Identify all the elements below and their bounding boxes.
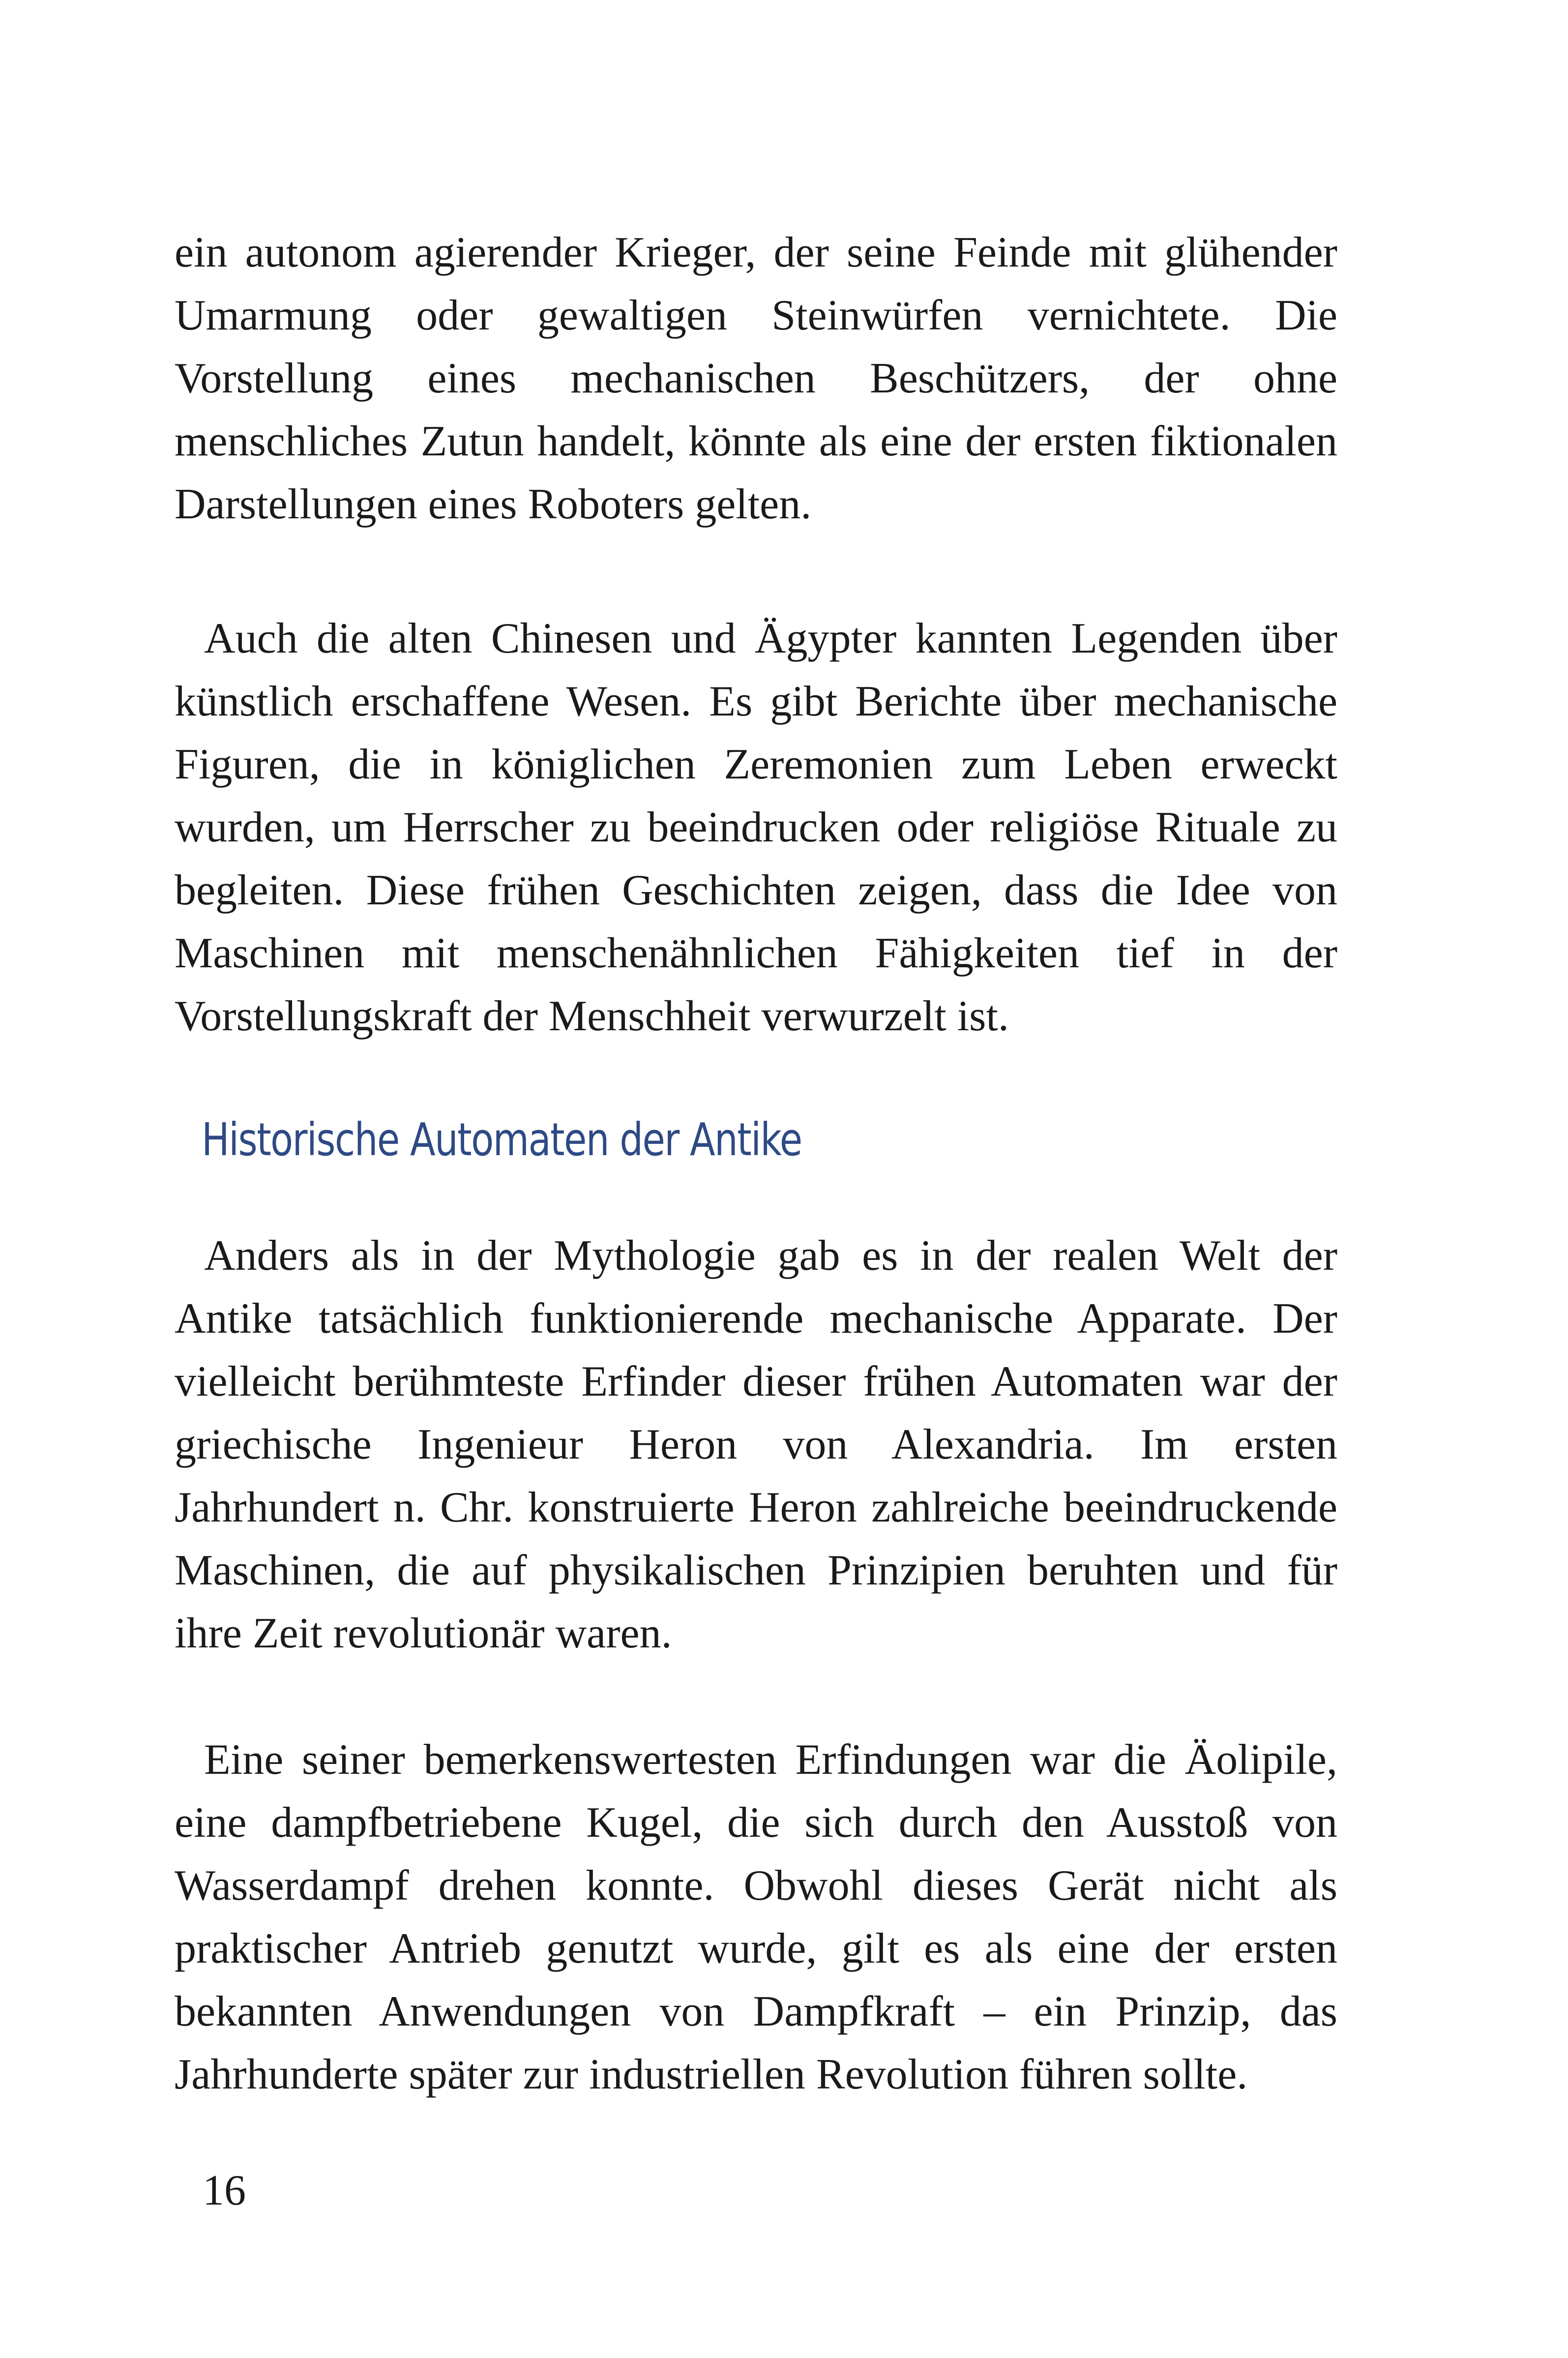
- section-heading: Historische Automaten der Antike: [202, 1113, 802, 1166]
- body-paragraph: [175, 1729, 1337, 2106]
- paragraph-text: Eine seiner bemerkenswertesten Erfindungen war die Äolipile, eine dampfbetriebene Kugel, die sich durch den Ausstoß von Wasserdampf drehen konnte. Obwohl dieses Gerät nicht als praktischer Antrieb genutzt wurde, gilt es als eine der ersten bekannten Anwendungen von Dampfkraft – ein Prinzip, das Jahrhunderte später zur industriellen Revolution führen sollte.: [175, 1736, 1337, 2098]
- paragraph-text: Auch die alten Chinesen und Ägypter kannten Legenden über künstlich erschaffene Wesen. Es gibt Berichte über mechanische Figuren, die in königlichen Zeremonien zum Leben erweckt wurden, um Herrscher zu beeindrucken oder religiöse Rituale zu begleiten. Diese frühen Geschichten zeigen, dass die Idee von Maschinen mit menschenähnlichen Fähigkeiten tief in der Vorstellungskraft der Menschheit verwurzelt ist.: [175, 615, 1337, 1040]
- body-paragraph: [175, 1224, 1337, 1665]
- page-number: 16: [203, 2167, 246, 2214]
- body-paragraph: [175, 607, 1337, 1048]
- paragraph-text: ein autonom agierender Krieger, der seine Feinde mit glühender Umarmung oder gewaltigen Steinwürfen vernichtete. Die Vorstellung eines mechanischen Beschützers, der ohne menschliches Zutun handelt, könnte als eine der ersten fiktionalen Darstellungen eines Roboters gelten.: [175, 229, 1337, 528]
- paragraph-text: Anders als in der Mythologie gab es in der realen Welt der Antike tatsächlich funktionierende mechanische Apparate. Der vielleicht berühmteste Erfinder dieser frühen Automaten war der griechische Ingenieur Heron von Alexandria. Im ersten Jahrhundert n. Chr. konstruierte Heron zahlreiche beeindruckende Maschinen, die auf physikalischen Prinzipien beruhten und für ihre Zeit revolutionär waren.: [175, 1232, 1337, 1657]
- body-paragraph: [175, 221, 1337, 536]
